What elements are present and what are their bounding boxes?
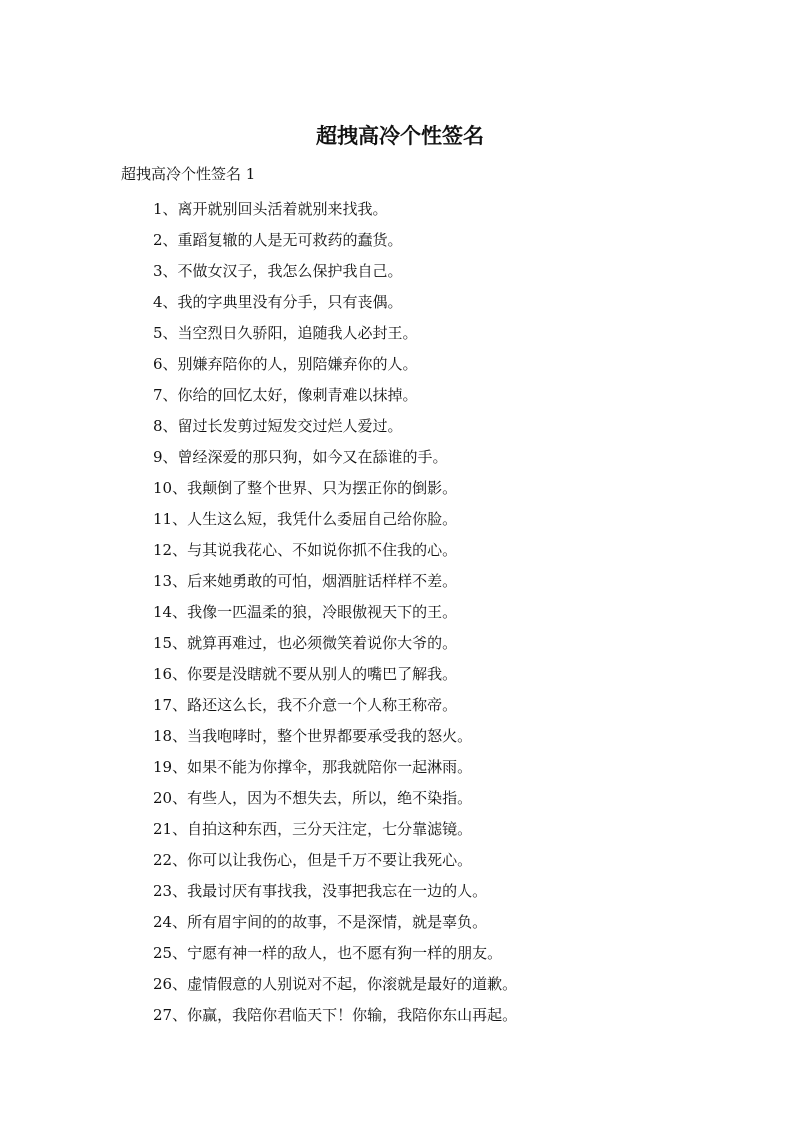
signature-item-12: 12、与其说我花心、不如说你抓不住我的心。 — [153, 541, 458, 559]
signature-item-10: 10、我颠倒了整个世界、只为摆正你的倒影。 — [153, 479, 458, 497]
signature-item-26: 26、虚情假意的人别说对不起，你滚就是最好的道歉。 — [153, 975, 518, 993]
signature-item-9: 9、曾经深爱的那只狗，如今又在舔谁的手。 — [153, 448, 448, 466]
signature-item-6: 6、别嫌弃陪你的人，别陪嫌弃你的人。 — [153, 355, 418, 373]
section-heading: 超拽高冷个性签名 1 — [121, 165, 256, 183]
signature-item-2: 2、重蹈复辙的人是无可救药的蠢货。 — [153, 231, 403, 249]
signature-item-1: 1、离开就别回头活着就别来找我。 — [153, 200, 388, 218]
signature-item-25: 25、宁愿有神一样的敌人，也不愿有狗一样的朋友。 — [153, 944, 503, 962]
signature-item-20: 20、有些人，因为不想失去，所以，绝不染指。 — [153, 789, 473, 807]
signature-item-3: 3、不做女汉子，我怎么保护我自己。 — [153, 262, 403, 280]
signature-item-18: 18、当我咆哮时，整个世界都要承受我的怒火。 — [153, 727, 473, 745]
signature-item-4: 4、我的字典里没有分手，只有丧偶。 — [153, 293, 403, 311]
signature-item-22: 22、你可以让我伤心，但是千万不要让我死心。 — [153, 851, 473, 869]
signature-item-24: 24、所有眉宇间的的故事，不是深情，就是辜负。 — [153, 913, 488, 931]
signature-item-7: 7、你给的回忆太好，像刺青难以抹掉。 — [153, 386, 418, 404]
signature-item-13: 13、后来她勇敢的可怕，烟酒脏话样样不差。 — [153, 572, 458, 590]
signature-item-23: 23、我最讨厌有事找我，没事把我忘在一边的人。 — [153, 882, 488, 900]
signature-item-21: 21、自拍这种东西，三分天注定，七分靠滤镜。 — [153, 820, 473, 838]
document-title: 超拽高冷个性签名 — [316, 124, 484, 148]
signature-item-16: 16、你要是没瞎就不要从别人的嘴巴了解我。 — [153, 665, 458, 683]
signature-list — [153, 194, 517, 1031]
signature-item-27: 27、你赢，我陪你君临天下！你输，我陪你东山再起。 — [153, 1006, 518, 1024]
signature-item-5: 5、当空烈日久骄阳，追随我人必封王。 — [153, 324, 418, 342]
signature-item-15: 15、就算再难过，也必须微笑着说你大爷的。 — [153, 634, 458, 652]
signature-item-17: 17、路还这么长，我不介意一个人称王称帝。 — [153, 696, 458, 714]
signature-item-11: 11、人生这么短，我凭什么委屈自己给你脸。 — [153, 510, 458, 528]
signature-item-14: 14、我像一匹温柔的狼，冷眼傲视天下的王。 — [153, 603, 458, 621]
signature-item-8: 8、留过长发剪过短发交过烂人爱过。 — [153, 417, 403, 435]
signature-item-19: 19、如果不能为你撑伞，那我就陪你一起淋雨。 — [153, 758, 473, 776]
